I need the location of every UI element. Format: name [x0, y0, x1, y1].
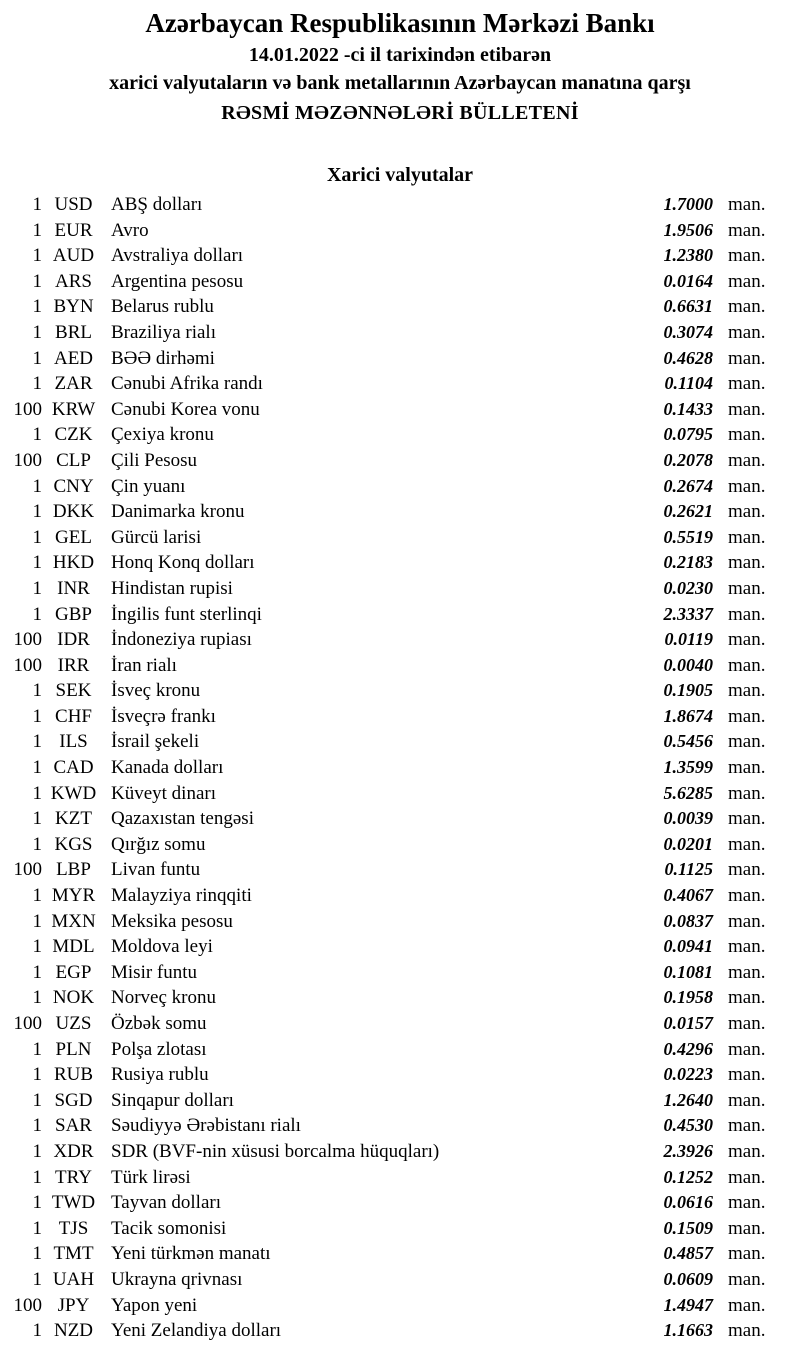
currency-name: Norveç kronu	[111, 987, 216, 1009]
unit-label: man.	[728, 859, 766, 881]
currency-quantity: 1	[32, 475, 42, 497]
rate-row	[0, 576, 800, 602]
currency-name: Meksika pesosu	[111, 910, 233, 932]
currency-quantity: 1	[32, 373, 42, 395]
rate-value: 0.1081	[663, 961, 713, 982]
currency-name: Çin yuanı	[111, 475, 186, 497]
currency-code: SEK	[55, 680, 92, 702]
unit-label: man.	[728, 1192, 766, 1214]
rate-row	[0, 960, 800, 986]
rate-row	[0, 653, 800, 679]
rate-row	[0, 781, 800, 807]
currency-code: PLN	[55, 1038, 92, 1060]
currency-code: UZS	[55, 1013, 92, 1034]
section-title-foreign-currencies: Xarici valyutalar	[326, 164, 474, 186]
currency-code: GEL	[55, 526, 92, 548]
currency-code: CZK	[54, 424, 93, 446]
currency-code: RUB	[53, 1064, 94, 1086]
unit-label: man.	[728, 321, 766, 343]
rate-row	[0, 1088, 800, 1114]
currency-code: KRW	[51, 398, 96, 420]
currency-quantity: 1	[32, 1243, 42, 1265]
currency-code: TRY	[55, 1166, 92, 1188]
unit-label: man.	[728, 705, 766, 727]
currency-quantity: 100	[13, 449, 42, 471]
bulletin-title: RƏSMİ MƏZƏNNƏLƏRİ BÜLLETENİ	[221, 102, 579, 124]
currency-quantity: 1	[32, 296, 42, 318]
unit-label: man.	[728, 1115, 766, 1137]
unit-label: man.	[728, 347, 766, 369]
currency-name: Hindistan rupisi	[111, 577, 233, 599]
currency-name: İran rialı	[111, 654, 177, 676]
rate-value: 0.2674	[663, 475, 713, 496]
currency-quantity: 1	[32, 219, 42, 241]
currency-code: XDR	[53, 1140, 94, 1162]
currency-quantity: 1	[32, 1192, 42, 1214]
rate-value: 0.4628	[663, 347, 713, 368]
unit-label: man.	[728, 936, 766, 958]
currency-name: Qırğız somu	[111, 833, 206, 855]
currency-code: CAD	[53, 757, 94, 779]
currency-quantity: 1	[32, 680, 42, 702]
currency-name: Cənubi Afrika randı	[111, 373, 263, 395]
rates-table	[0, 192, 800, 1344]
currency-quantity: 1	[32, 731, 42, 753]
rate-row	[0, 346, 800, 372]
currency-code: SAR	[55, 1115, 92, 1137]
unit-label: man.	[728, 757, 766, 779]
currency-code: KZT	[55, 808, 92, 830]
rate-value: 0.4296	[663, 1038, 713, 1059]
rate-row	[0, 320, 800, 346]
rate-row	[0, 525, 800, 551]
unit-label: man.	[728, 1013, 766, 1034]
currency-quantity: 1	[32, 936, 42, 958]
rate-value: 0.1252	[663, 1166, 713, 1187]
unit-label: man.	[728, 1089, 766, 1111]
unit-label: man.	[728, 526, 766, 548]
unit-label: man.	[728, 1217, 766, 1239]
currency-name: SDR (BVF-nin xüsusi borcalma hüquqları)	[111, 1140, 440, 1162]
unit-label: man.	[728, 552, 766, 574]
currency-quantity: 1	[32, 910, 42, 932]
unit-label: man.	[728, 731, 766, 753]
currency-name: Rusiya rublu	[111, 1064, 209, 1086]
unit-label: man.	[728, 424, 766, 446]
unit-label: man.	[728, 1140, 766, 1162]
rate-value: 2.3337	[663, 603, 713, 624]
rate-value: 0.2183	[663, 552, 713, 573]
rate-value: 1.4947	[663, 1294, 713, 1315]
subject-line: xarici valyutaların və bank metallarının Azərbaycan manatına qarşı	[109, 72, 691, 94]
rate-row	[0, 1241, 800, 1267]
unit-label: man.	[728, 270, 766, 292]
rate-value: 0.0164	[663, 270, 713, 291]
currency-name: Honq Konq dolları	[111, 552, 255, 574]
rate-value: 0.2078	[663, 449, 713, 470]
currency-quantity: 100	[13, 629, 42, 651]
currency-name: İsveç kronu	[111, 680, 201, 702]
currency-quantity: 1	[32, 577, 42, 599]
rate-row	[0, 806, 800, 832]
currency-quantity: 1	[32, 321, 42, 343]
unit-label: man.	[728, 577, 766, 599]
currency-code: TJS	[58, 1217, 89, 1239]
rate-value: 0.0230	[663, 577, 713, 598]
rate-value: 1.9506	[663, 219, 713, 240]
currency-code: HKD	[52, 552, 95, 574]
rate-value: 0.0223	[663, 1064, 713, 1085]
rate-row	[0, 1216, 800, 1242]
unit-label: man.	[728, 961, 766, 983]
currency-code: USD	[54, 194, 93, 215]
currency-quantity: 100	[13, 654, 42, 676]
rate-value: 0.4067	[663, 885, 713, 906]
effective-date-line: 14.01.2022 -ci il tarixindən etibarən	[248, 44, 552, 66]
rate-row	[0, 1139, 800, 1165]
rate-row	[0, 371, 800, 397]
currency-quantity: 1	[32, 526, 42, 548]
currency-quantity: 1	[32, 1089, 42, 1111]
currency-code: ARS	[55, 270, 92, 292]
unit-label: man.	[728, 449, 766, 471]
unit-label: man.	[728, 1294, 766, 1316]
rate-row	[0, 474, 800, 500]
rate-row	[0, 883, 800, 909]
currency-name: Özbək somu	[111, 1013, 207, 1034]
currency-quantity: 1	[32, 501, 42, 523]
rate-value: 0.0837	[663, 910, 713, 931]
currency-name: Avro	[111, 219, 149, 241]
unit-label: man.	[728, 1038, 766, 1060]
currency-quantity: 1	[32, 1038, 42, 1060]
rate-value: 1.2380	[663, 245, 713, 266]
rate-value: 0.4857	[663, 1243, 713, 1264]
currency-code: MYR	[51, 885, 96, 907]
currency-name: Malayziya rinqqiti	[111, 885, 252, 907]
rate-row	[0, 704, 800, 730]
currency-code: LBP	[56, 859, 91, 881]
unit-label: man.	[728, 1268, 766, 1290]
currency-name: Argentina pesosu	[111, 270, 244, 292]
unit-label: man.	[728, 885, 766, 907]
currency-quantity: 1	[32, 552, 42, 574]
currency-code: IDR	[57, 629, 90, 651]
currency-quantity: 1	[32, 270, 42, 292]
currency-name: Yeni Zelandiya dolları	[111, 1320, 282, 1342]
rate-value: 0.1125	[664, 859, 713, 880]
bulletin-header	[0, 0, 800, 126]
currency-name: Polşa zlotası	[111, 1038, 207, 1060]
rate-row	[0, 857, 800, 883]
rate-row	[0, 269, 800, 295]
currency-name: İngilis funt sterlinqi	[111, 603, 262, 625]
rate-value: 0.0609	[663, 1268, 713, 1289]
currency-code: TMT	[53, 1243, 94, 1265]
rate-row	[0, 397, 800, 423]
currency-name: Çexiya kronu	[111, 424, 214, 446]
rate-value: 0.5519	[663, 526, 713, 547]
rate-value: 0.0157	[663, 1013, 713, 1033]
currency-code: GBP	[55, 603, 92, 625]
rate-value: 0.2621	[663, 501, 713, 522]
rate-value: 0.3074	[663, 321, 713, 342]
currency-quantity: 1	[32, 1166, 42, 1188]
rate-row	[0, 678, 800, 704]
unit-label: man.	[728, 833, 766, 855]
currency-quantity: 1	[32, 245, 42, 267]
unit-label: man.	[728, 987, 766, 1009]
currency-code: AUD	[52, 245, 95, 267]
currency-name: Çili Pesosu	[111, 449, 198, 471]
currency-quantity: 1	[32, 347, 42, 369]
currency-quantity: 100	[13, 398, 42, 420]
unit-label: man.	[728, 1166, 766, 1188]
currency-quantity: 1	[32, 1064, 42, 1086]
rate-value: 0.0119	[664, 629, 713, 650]
currency-quantity: 1	[32, 1320, 42, 1342]
currency-name: Avstraliya dolları	[111, 245, 244, 267]
rate-value: 5.6285	[663, 782, 713, 803]
currency-quantity: 1	[32, 1268, 42, 1290]
currency-code: CLP	[56, 449, 91, 471]
unit-label: man.	[728, 808, 766, 830]
currency-name: ABŞ dolları	[111, 194, 203, 215]
currency-quantity: 1	[32, 885, 42, 907]
currency-name: Səudiyyə Ərəbistanı rialı	[111, 1115, 301, 1137]
unit-label: man.	[728, 1243, 766, 1265]
rate-value: 1.3599	[663, 757, 713, 778]
currency-code: EGP	[55, 961, 92, 983]
currency-quantity: 1	[32, 705, 42, 727]
rate-row	[0, 1293, 800, 1319]
rate-row	[0, 627, 800, 653]
currency-quantity: 100	[13, 1294, 42, 1316]
currency-quantity: 1	[32, 1217, 42, 1239]
currency-name: Kanada dolları	[111, 757, 224, 779]
currency-code: INR	[57, 577, 90, 599]
currency-code: AED	[53, 347, 94, 369]
rate-value: 0.1958	[663, 987, 713, 1008]
rate-value: 2.3926	[663, 1140, 713, 1161]
rate-row	[0, 1011, 800, 1037]
currency-quantity: 1	[32, 833, 42, 855]
rate-value: 1.8674	[663, 705, 713, 726]
unit-label: man.	[728, 373, 766, 395]
currency-quantity: 1	[32, 757, 42, 779]
rate-row	[0, 550, 800, 576]
unit-label: man.	[728, 475, 766, 497]
currency-code: SGD	[54, 1089, 93, 1111]
currency-code: NZD	[53, 1320, 94, 1342]
rate-row	[0, 1267, 800, 1293]
currency-code: ILS	[59, 731, 88, 753]
unit-label: man.	[728, 603, 766, 625]
currency-code: BYN	[53, 296, 94, 318]
rate-row	[0, 909, 800, 935]
rate-value: 0.1905	[663, 680, 713, 701]
rate-row	[0, 729, 800, 755]
currency-name: Türk lirəsi	[111, 1166, 191, 1188]
currency-code: BRL	[55, 321, 92, 343]
currency-code: NOK	[52, 987, 95, 1009]
rate-value: 1.1663	[663, 1320, 713, 1341]
currency-code: JPY	[57, 1294, 90, 1316]
rate-row	[0, 832, 800, 858]
currency-code: KGS	[54, 833, 93, 855]
rate-row	[0, 448, 800, 474]
rate-row	[0, 602, 800, 628]
currency-quantity: 1	[32, 424, 42, 446]
currency-quantity: 1	[32, 603, 42, 625]
unit-label: man.	[728, 629, 766, 651]
rate-value: 0.4530	[663, 1115, 713, 1136]
currency-quantity: 1	[32, 808, 42, 830]
rate-value: 1.7000	[663, 194, 713, 214]
currency-name: Gürcü larisi	[111, 526, 202, 548]
unit-label: man.	[728, 194, 766, 215]
rate-value: 0.0941	[663, 936, 713, 957]
currency-quantity: 1	[32, 987, 42, 1009]
rate-value: 0.6631	[663, 296, 713, 317]
rate-row	[0, 422, 800, 448]
currency-code: DKK	[52, 501, 95, 523]
currency-code: CHF	[55, 705, 92, 727]
rate-value: 0.0201	[663, 833, 713, 854]
currency-name: Tacik somonisi	[111, 1217, 227, 1239]
unit-label: man.	[728, 398, 766, 420]
currency-name: Sinqapur dolları	[111, 1089, 234, 1111]
unit-label: man.	[728, 782, 766, 804]
unit-label: man.	[728, 296, 766, 318]
currency-quantity: 100	[13, 859, 42, 881]
currency-name: Yeni türkmən manatı	[111, 1243, 271, 1265]
rate-row	[0, 1318, 800, 1344]
rate-row	[0, 755, 800, 781]
currency-name: BƏƏ dirhəmi	[111, 347, 215, 369]
currency-name: Danimarka kronu	[111, 501, 245, 523]
rate-value: 0.5456	[663, 731, 713, 752]
unit-label: man.	[728, 1320, 766, 1342]
currency-quantity: 1	[32, 194, 42, 215]
rate-value: 1.2640	[663, 1089, 713, 1110]
rate-row	[0, 1062, 800, 1088]
currency-code: IRR	[57, 654, 90, 676]
currency-quantity: 1	[32, 1140, 42, 1162]
rate-value: 0.0616	[663, 1192, 713, 1213]
unit-label: man.	[728, 219, 766, 241]
currency-quantity: 100	[13, 1013, 42, 1034]
unit-label: man.	[728, 680, 766, 702]
currency-quantity: 1	[32, 1115, 42, 1137]
rate-row	[0, 294, 800, 320]
rate-row	[0, 192, 800, 218]
currency-code: EUR	[54, 219, 93, 241]
currency-name: İsrail şekeli	[111, 731, 200, 753]
currency-code: MXN	[51, 910, 96, 932]
currency-name: Moldova leyi	[111, 936, 213, 958]
unit-label: man.	[728, 910, 766, 932]
rate-value: 0.1433	[663, 398, 713, 419]
currency-name: İndoneziya rupiası	[111, 629, 252, 651]
currency-name: Tayvan dolları	[111, 1192, 221, 1214]
unit-label: man.	[728, 245, 766, 267]
currency-quantity: 1	[32, 782, 42, 804]
rate-row	[0, 243, 800, 269]
rate-value: 0.1104	[664, 373, 713, 394]
rate-value: 0.0795	[663, 424, 713, 445]
rate-row	[0, 1190, 800, 1216]
currency-quantity: 1	[32, 961, 42, 983]
unit-label: man.	[728, 501, 766, 523]
currency-code: UAH	[52, 1268, 95, 1290]
currency-code: MDL	[52, 936, 95, 958]
currency-name: Ukrayna qrivnası	[111, 1268, 243, 1290]
currency-name: Braziliya rialı	[111, 321, 216, 343]
currency-code: KWD	[50, 782, 97, 804]
currency-name: Belarus rublu	[111, 296, 214, 318]
currency-name: Livan funtu	[111, 859, 201, 881]
rate-value: 0.1509	[663, 1217, 713, 1238]
currency-name: Küveyt dinarı	[111, 782, 217, 804]
currency-name: İsveçrə frankı	[111, 705, 216, 727]
rate-row	[0, 1037, 800, 1063]
currency-code: TWD	[51, 1192, 96, 1214]
currency-name: Yapon yeni	[111, 1294, 198, 1316]
unit-label: man.	[728, 654, 766, 676]
currency-code: ZAR	[54, 373, 93, 395]
rate-value: 0.0039	[663, 808, 713, 829]
currency-name: Qazaxıstan tengəsi	[111, 808, 254, 830]
rate-row	[0, 218, 800, 244]
currency-code: CNY	[53, 475, 94, 497]
rate-row	[0, 499, 800, 525]
rate-row	[0, 934, 800, 960]
currency-name: Misir funtu	[111, 961, 198, 983]
rate-value: 0.0040	[663, 654, 713, 675]
rate-row	[0, 1113, 800, 1139]
rate-row	[0, 1165, 800, 1191]
currency-name: Cənubi Korea vonu	[111, 398, 260, 420]
rate-row	[0, 985, 800, 1011]
bank-title: Azərbaycan Respublikasının Mərkəzi Bankı	[145, 8, 655, 38]
unit-label: man.	[728, 1064, 766, 1086]
